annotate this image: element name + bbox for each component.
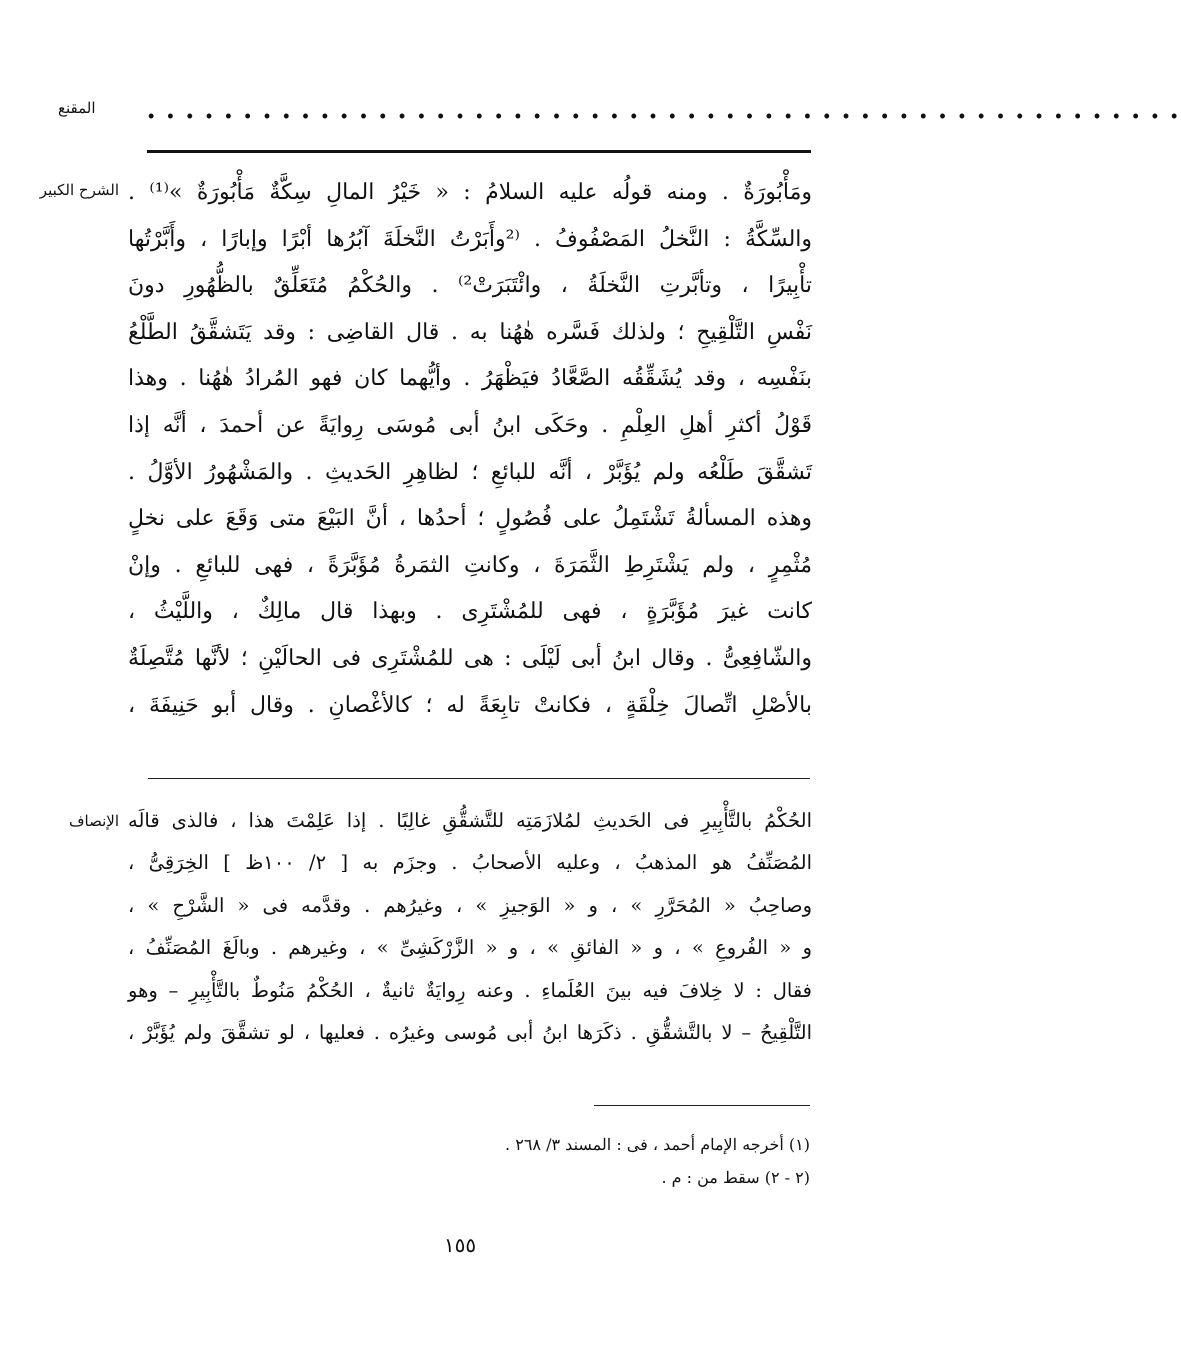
sharh-line: تأْبِيرًا ، وتأبَّرتِ النَّخلَةُ ، وائْتَبَرَتْ²⁾ . والحُكْمُ مُتَعَلِّقٌ بالظُّهُورِ دونَ: [128, 273, 812, 299]
insaf-line: الحُكْمُ بالتَّأْبِيرِ فى الحَديثِ لمُلازَمَتِه للتَّشقُّقِ غالِبًا . إذا عَلِمْتَ هذا ، فالذى قالَه: [128, 809, 812, 832]
page-number: ١٥٥: [443, 1233, 477, 1257]
sharh-line: تَشقَّقَ طَلْعُه ولم يُؤَبَّرْ ، أنَّه للبائعِ ؛ لظاهِرِ الحَديثِ . والمَشْهُورُ الأوَّلُ .: [128, 459, 812, 485]
sharh-text-block: [128, 170, 812, 729]
footnote-rule: [594, 1105, 810, 1106]
insaf-line: و « الفُروعِ » ، و « الفائقِ » ، و « الزَّرْكَشِىِّ » ، وغيرهم . وبالَغَ المُصَنِّفُ ،: [128, 936, 812, 960]
insaf-section-label: الإنصاف: [68, 812, 119, 830]
footnotes: [300, 1128, 810, 1194]
footnote: (١) أخرجه الإمام أحمد ، فى : المسند ٣/ ٢٦٨ .: [505, 1135, 810, 1154]
sharh-section-label: الشرح الكبير: [39, 181, 119, 199]
sharh-line: بنَفْسِه ، وقد يُشَقِّقُه الصَّعَّادُ فيَظْهَرُ . وأيُّهما كان فهو المُرادُ هٰهُنا . وهذا: [128, 366, 812, 392]
sharh-line: مُثْمِرٍ ، ولم يَشْتَرِطِ الثَّمَرَةَ ، وكانتِ الثمَرةُ مُؤَبَّرَةً ، فهى للبائعِ . وإنْ: [128, 552, 812, 578]
header-rule: [147, 150, 811, 153]
section-divider: [148, 778, 810, 779]
sharh-line: بالأصْلِ اتِّصالَ خِلْقَةٍ ، فكانتْ تابِعَةً له ؛ كالأغْصانِ . وقال أبو حَنِيفَةَ ،: [128, 692, 812, 718]
sharh-line: وهذه المسألةُ تَشْتَمِلُ على فُصُولٍ ؛ أحدُها ، أنَّ البَيْعَ متى وَقَعَ على نخلٍ: [128, 506, 812, 532]
sharh-line: والسِّكَّةُ : النَّخلُ المَصْفُوفُ . ⁽²وأَبَرْتُ النَّخلَةَ آبُرُها أبْرًا وإبارًا ، وأَبَّرْتُها: [128, 226, 813, 252]
insaf-line: وصاحِبُ « المُحَرَّرِ » ، و « الوَجيزِ » ، وغيرُهم . وقدَّمه فى « الشَّرْحِ » ،: [128, 893, 812, 917]
sharh-line: ومَأْبُورَةٌ . ومنه قولُه عليه السلامُ : « خَيْرُ المالِ سِكَّةٌ مَأْبُورَةٌ »⁽¹⁾ .: [128, 180, 812, 205]
sharh-line: قَوْلُ أكثرِ أهلِ العِلْمِ . وحَكَى ابنُ أبى مُوسَى رِوايَةً عن أحمدَ ، أنَّه إذا: [128, 412, 812, 438]
insaf-line: المُصَنِّفُ هو المذهبُ ، وعليه الأصحابُ . وجزَم به [ ٢/ ١٠٠ظ ] الخِرَقِىُّ ،: [128, 851, 812, 875]
sharh-line: والشّافِعِىُّ . وقال ابنُ أبى لَيْلَى : هى للمُشْتَرِى فى الحالَيْنِ ؛ لأنَّها مُتَّصِلَةٌ: [128, 645, 812, 671]
insaf-text-block: [128, 800, 812, 1054]
footnote: (٢ - ٢) سقط من : م .: [661, 1168, 810, 1187]
header-title: المقنع: [58, 99, 96, 117]
sharh-line: كانت غيرَ مُؤَبَّرَةٍ ، فهى للمُشْتَرِى . وبهذا قال مالِكٌ ، واللَّيْثُ ،: [128, 599, 812, 625]
insaf-line: فقال : لا خِلافَ فيه بينَ العُلَماءِ . وعنه رِوايَةٌ ثانيةٌ ، الحُكْمُ مَنُوطٌ بالتَّأْبِيرِ – وهو: [128, 978, 812, 1002]
sharh-line: نَفْسِ التَّلْقِيحِ ؛ ولذلك فَسَّره هٰهُنا به . قال القاضِى : وقد يَتَشقَّقُ الطَّلْعُ: [128, 319, 812, 345]
insaf-line: التَّلْقِيحُ – لا بالتَّشقُّقِ . ذكَرَها ابنُ أبى مُوسى وغيرُه . فعليها ، لو تشقَّقَ ولم يُؤَبَّرْ ،: [128, 1020, 812, 1044]
header-dotted-leader: • • • • • • • • • • • • • • • • • • • • • • • • • • • • • • • • • • • • • • • • • • • • • • • • • • • • • •: [148, 106, 1181, 126]
